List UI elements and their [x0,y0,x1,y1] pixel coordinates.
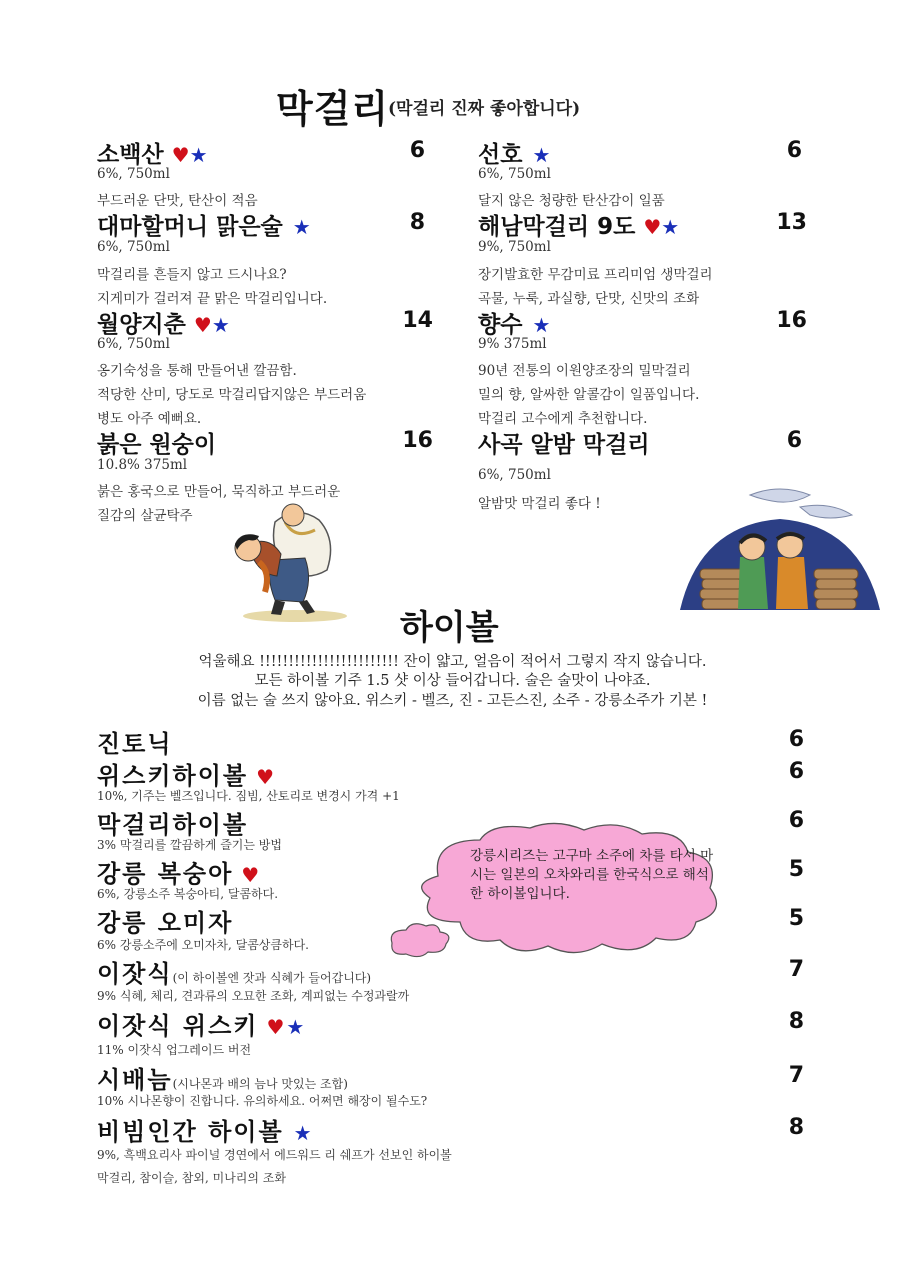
item-desc: 막걸리를 흔들지 않고 드시나요? [97,267,287,283]
item-desc: 6%, 750ml [97,166,170,182]
item-desc: 밀의 향, 알싸한 알콜감이 일품입니다. [478,387,700,403]
item-price: 6 [786,428,802,453]
item-price: 13 [776,210,807,235]
cloud-note-text: 강릉시리즈는 고구마 소주에 차를 타서 마시는 일본의 오차와리를 한국식으로 해석한 하이볼입니다. [470,848,714,902]
item-desc: 적당한 산미, 당도로 막걸리답지않은 부드러움 [97,387,367,403]
item-price: 7 [788,957,804,982]
item-desc: 알밤맛 막걸리 좋다 ! [478,496,601,512]
item-name: 향수 [478,312,523,338]
item-desc: 6%, 750ml [478,467,551,483]
item-name: 강릉 오미자 [97,909,234,937]
item-desc: 곡물, 누룩, 과실향, 단맛, 신맛의 조화 [478,291,700,307]
item-desc: 막걸리, 참이슬, 참외, 미나리의 조화 [97,1171,286,1185]
item-name: 붉은 원숭이 [97,432,217,458]
makgeolli-subtitle: (막걸리 진짜 좋아합니다) [388,99,581,119]
item-desc: 질감의 살균탁주 [97,508,193,524]
item-desc: 10%, 기주는 벨즈입니다. 짐빔, 산토리로 변경시 가격 +1 [97,789,400,803]
item-name: 해남막걸리 9도 [478,214,636,240]
star-icon: ★ [286,1015,307,1039]
item-name: 월양지춘 [97,312,186,338]
item-desc: 9%, 750ml [478,239,551,255]
item-name: 이잣식 [97,960,173,988]
item-name: 진토닉 [97,730,173,758]
item-price: 6 [788,808,804,833]
heart-icon: ♥ [266,1015,287,1039]
item-price: 5 [788,857,804,882]
highball-title: 하이볼 [400,608,499,648]
item-desc: 6%, 750ml [97,336,170,352]
item-name: 대마할머니 맑은술 [97,214,283,240]
item-desc: 10% 시나몬향이 진합니다. 유의하세요. 어쩌면 해장이 될수도? [97,1094,428,1108]
item-desc: 달지 않은 청량한 탄산감이 일품 [478,193,665,209]
item-desc: 9% 375ml [478,336,547,352]
carrying-person-illustration [215,500,350,625]
heart-icon: ♥ [171,143,190,167]
item-desc: 막걸리 고수에게 추천합니다. [478,411,648,427]
item-price: 6 [788,759,804,784]
item-price: 8 [788,1009,804,1034]
star-icon: ★ [292,215,311,239]
item-price: 16 [776,308,807,333]
star-icon: ★ [189,143,208,167]
item-price: 16 [402,428,433,453]
star-icon: ★ [211,313,230,337]
item-name: 시배늠 [97,1066,173,1094]
highball-intro-line: 이름 없는 술 쓰지 않아요. 위스키 - 벨즈, 진 - 고든스진, 소주 - 강릉소주가 기본 ! [197,693,708,709]
item-desc: 11% 이잣식 업그레이드 버전 [97,1043,252,1057]
item-name: 사곡 알밤 막걸리 [478,432,650,458]
heart-icon: ♥ [643,215,662,239]
item-desc: 10.8% 375ml [97,457,188,473]
item-name: 강릉 복숭아 [97,860,234,888]
highball-intro-line: 억울해요 !!!!!!!!!!!!!!!!!!!!!!!! 잔이 얇고, 얼음이 적어서 그렇지 작지 않습니다. [198,654,707,670]
item-price: 6 [788,727,804,752]
heart-icon: ♥ [241,863,262,887]
item-note: (이 하이볼엔 잣과 식혜가 들어갑니다) [172,971,372,985]
item-name: 선호 [478,142,523,168]
item-desc: 6%, 750ml [478,166,551,182]
heart-icon: ♥ [193,313,212,337]
item-desc: 옹기숙성을 통해 만들어낸 깔끔함. [97,363,297,379]
heart-icon: ♥ [256,765,277,789]
item-desc: 9% 식혜, 체리, 견과류의 오묘한 조화, 계피없는 수정과랄까 [97,989,410,1003]
item-name: 위스키하이볼 [97,762,249,790]
item-price: 14 [402,308,433,333]
star-icon: ★ [532,143,551,167]
item-note: (시나몬과 배의 늠나 맛있는 조합) [172,1077,348,1091]
item-desc: 90년 전통의 이원양조장의 밀막걸리 [478,363,691,379]
item-name: 소백산 [97,142,164,168]
item-desc: 장기발효한 무감미료 프리미엄 생막걸리 [478,267,713,283]
item-desc: 9%, 흑백요리사 파이널 경연에서 에드워드 리 쉐프가 선보인 하이볼 [97,1148,452,1162]
item-desc: 3% 막걸리를 깔끔하게 즐기는 방법 [97,838,282,852]
item-price: 6 [409,138,425,163]
item-desc: 부드러운 단맛, 탄산이 적음 [97,193,258,209]
highball-intro-line: 모든 하이볼 기주 1.5 샷 이상 들어갑니다. 술은 술맛이 나야죠. [254,673,651,689]
item-price: 7 [788,1063,804,1088]
item-desc: 지게미가 걸러져 끝 맑은 막걸리입니다. [97,291,328,307]
star-icon: ★ [532,313,551,337]
item-desc: 6% 강릉소주에 오미자차, 달콤상큼하다. [97,938,309,952]
two-men-illustration [680,485,880,615]
makgeolli-title: 막걸리 [276,86,390,131]
item-name: 이잣식 위스키 [97,1012,259,1040]
item-desc: 6%, 750ml [97,239,170,255]
item-price: 5 [788,906,804,931]
item-name: 막걸리하이볼 [97,811,249,839]
item-desc: 붉은 홍국으로 만들어, 묵직하고 부드러운 [97,484,341,500]
item-price: 8 [409,210,425,235]
item-price: 6 [786,138,802,163]
item-name: 비빔인간 하이볼 [97,1118,284,1146]
star-icon: ★ [293,1121,314,1145]
item-price: 8 [788,1115,804,1140]
item-desc: 병도 아주 예뻐요. [97,411,202,427]
item-desc: 6%, 강릉소주 복숭아티, 달콤하다. [97,887,279,901]
star-icon: ★ [661,215,680,239]
